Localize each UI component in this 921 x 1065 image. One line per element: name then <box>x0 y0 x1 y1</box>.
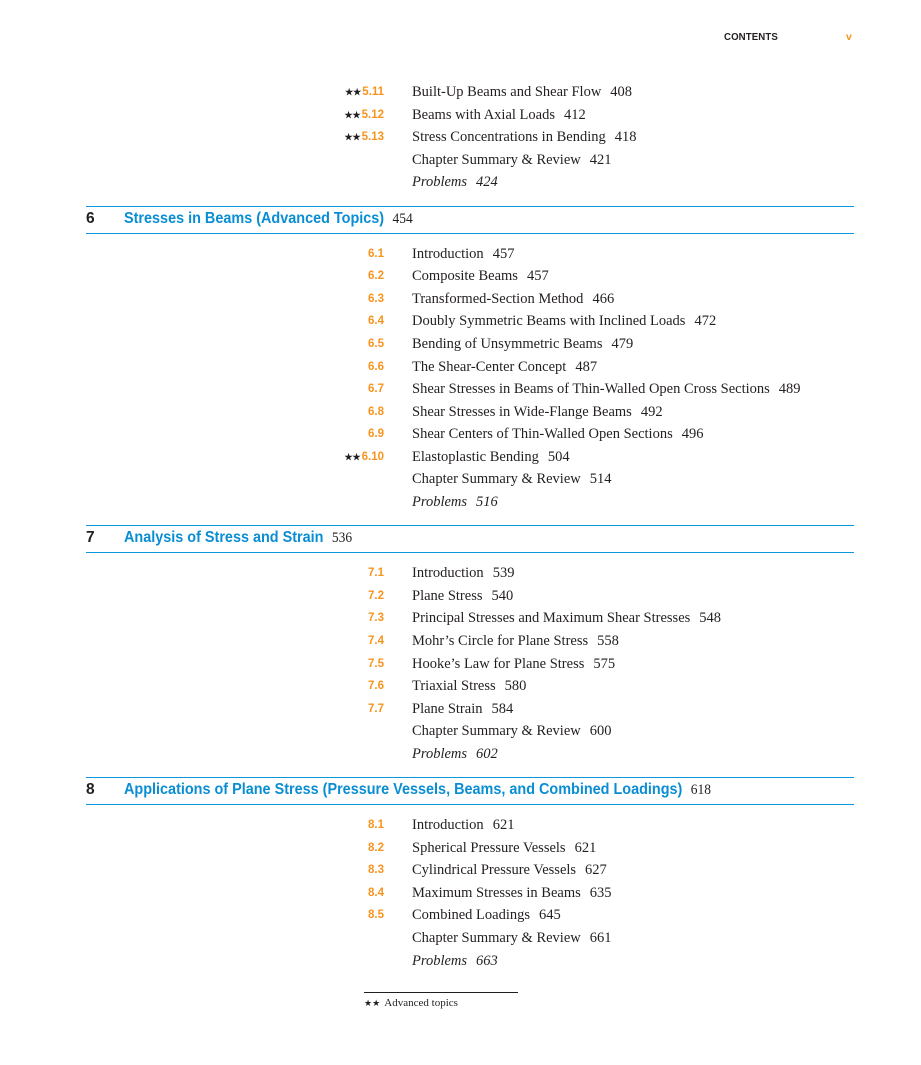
section-number-value: 6.10 <box>361 451 384 463</box>
toc-entry[interactable] <box>0 245 921 265</box>
toc-entry[interactable] <box>0 745 921 765</box>
chapter-title-text: Analysis of Stress and Strain <box>124 529 324 546</box>
entry-title-text: Shear Stresses in Wide-Flange Beams <box>412 404 632 420</box>
section-number-value: 6.7 <box>368 383 384 395</box>
section-number <box>368 590 384 602</box>
section-number <box>368 338 384 350</box>
entry-title <box>412 588 513 605</box>
section-number-value: 7.1 <box>368 567 384 579</box>
entry-title <box>412 953 498 970</box>
entry-title-text: Hooke’s Law for Plane Stress <box>412 656 585 672</box>
entry-title-text: Combined Loadings <box>412 907 531 923</box>
toc-entry[interactable] <box>0 267 921 287</box>
entry-page: 496 <box>681 426 704 442</box>
entry-title-text: Maximum Stresses in Beams <box>412 885 581 901</box>
toc-entry[interactable] <box>0 312 921 332</box>
entry-title-text: Shear Stresses in Beams of Thin-Walled Open Cross Sections <box>412 381 770 397</box>
entry-page: 548 <box>699 610 722 626</box>
entry-title-text: Chapter Summary & Review <box>412 152 581 168</box>
entry-title-text: The Shear-Center Concept <box>412 359 567 375</box>
entry-page: 408 <box>610 84 633 100</box>
toc-entry[interactable] <box>0 128 921 148</box>
section-number <box>368 842 384 854</box>
entry-title <box>412 152 611 169</box>
entry-title <box>412 633 619 650</box>
entry-title <box>412 107 586 124</box>
entry-title <box>412 404 663 421</box>
toc-entry[interactable] <box>0 700 921 720</box>
entry-title <box>412 336 633 353</box>
entry-page: 504 <box>547 449 570 465</box>
chapter-title[interactable] <box>124 210 413 228</box>
entry-title-text: Problems <box>412 953 468 969</box>
entry-page: 661 <box>589 930 612 946</box>
entry-page: 516 <box>476 494 498 510</box>
chapter-title[interactable] <box>124 529 352 547</box>
section-number-value: 7.6 <box>368 680 384 692</box>
entry-title <box>412 268 549 285</box>
section-number <box>368 658 384 670</box>
toc-entry[interactable] <box>0 493 921 513</box>
entry-page: 539 <box>492 565 515 581</box>
entry-page: 479 <box>611 336 634 352</box>
entry-title-text: Transformed-Section Method <box>412 291 584 307</box>
double-star-icon: ★★ <box>344 110 361 120</box>
toc-entry[interactable] <box>0 952 921 972</box>
entry-title-text: Built-Up Beams and Shear Flow <box>412 84 602 100</box>
toc-entry[interactable] <box>0 358 921 378</box>
toc-entry[interactable] <box>0 106 921 126</box>
entry-page: 412 <box>563 107 586 123</box>
entry-page: 580 <box>504 678 527 694</box>
section-number <box>368 293 384 305</box>
section-number-value: 8.5 <box>368 909 384 921</box>
entry-title <box>412 565 514 582</box>
section-number <box>368 428 384 440</box>
chapter-page: 536 <box>331 530 353 546</box>
section-number-value: 6.5 <box>368 338 384 350</box>
section-number-value: 8.1 <box>368 819 384 831</box>
entry-page: 487 <box>575 359 598 375</box>
section-number <box>368 909 384 921</box>
entry-title-text: Problems <box>412 494 468 510</box>
section-number-value: 8.2 <box>368 842 384 854</box>
entry-page: 600 <box>589 723 612 739</box>
toc-entry[interactable] <box>0 884 921 904</box>
toc-entry[interactable] <box>0 722 921 742</box>
entry-page: 514 <box>589 471 612 487</box>
entry-title-text: Problems <box>412 746 468 762</box>
section-number-value: 5.11 <box>362 86 384 98</box>
entry-title-text: Chapter Summary & Review <box>412 723 581 739</box>
toc-entry[interactable] <box>0 906 921 926</box>
entry-title-text: Plane Stress <box>412 588 483 604</box>
toc-entry[interactable] <box>0 470 921 490</box>
section-number <box>344 131 384 143</box>
entry-page: 635 <box>589 885 612 901</box>
footnote-text: Advanced topics <box>384 997 458 1009</box>
entry-title <box>412 817 514 834</box>
entry-title <box>412 494 498 511</box>
entry-title-text: Plane Strain <box>412 701 483 717</box>
toc-entry[interactable] <box>0 83 921 103</box>
entry-title-text: Introduction <box>412 565 484 581</box>
entry-page: 421 <box>589 152 612 168</box>
toc-entry[interactable] <box>0 380 921 400</box>
entry-title-text: Elastoplastic Bending <box>412 449 539 465</box>
section-number-value: 8.4 <box>368 887 384 899</box>
section-number-value: 6.8 <box>368 406 384 418</box>
toc-entry[interactable] <box>0 861 921 881</box>
chapter-number: 8 <box>86 781 95 798</box>
footnote-rule <box>364 992 518 993</box>
entry-title-text: Chapter Summary & Review <box>412 471 581 487</box>
section-number <box>368 248 384 260</box>
double-star-icon: ★★ <box>345 87 362 97</box>
toc-entry[interactable] <box>0 655 921 675</box>
section-number <box>368 635 384 647</box>
entry-title <box>412 656 615 673</box>
entry-title-text: Principal Stresses and Maximum Shear Stresses <box>412 610 691 626</box>
chapter-heading[interactable] <box>86 777 854 805</box>
chapter-heading[interactable] <box>86 525 854 553</box>
section-number-value: 7.4 <box>368 635 384 647</box>
toc-entry[interactable] <box>0 151 921 171</box>
entry-title <box>412 862 607 879</box>
entry-title <box>412 930 611 947</box>
entry-title-text: Introduction <box>412 246 484 262</box>
entry-page: 584 <box>491 701 514 717</box>
entry-title <box>412 246 514 263</box>
entry-title-text: Triaxial Stress <box>412 678 496 694</box>
entry-page: 621 <box>492 817 515 833</box>
entry-title <box>412 610 721 627</box>
entry-title <box>412 746 498 763</box>
toc-entry[interactable] <box>0 564 921 584</box>
toc-entry[interactable] <box>0 839 921 859</box>
chapter-heading[interactable] <box>86 206 854 234</box>
section-number-value: 7.5 <box>368 658 384 670</box>
entry-page: 558 <box>597 633 619 649</box>
toc-entry[interactable] <box>0 609 921 629</box>
entry-title-text: Cylindrical Pressure Vessels <box>412 862 577 878</box>
section-number-value: 6.6 <box>368 361 384 373</box>
entry-title-text: Spherical Pressure Vessels <box>412 840 566 856</box>
entry-title <box>412 84 632 101</box>
section-number <box>368 567 384 579</box>
section-number <box>368 406 384 418</box>
toc-entry[interactable] <box>0 677 921 697</box>
entry-title <box>412 678 526 695</box>
section-number <box>368 703 384 715</box>
entry-page: 492 <box>640 404 663 420</box>
section-number <box>368 612 384 624</box>
entry-page: 621 <box>574 840 597 856</box>
entry-title <box>412 907 561 924</box>
entry-page: 627 <box>585 862 607 878</box>
double-star-icon: ★★ <box>344 452 361 462</box>
double-star-icon: ★★ <box>364 998 381 1008</box>
entry-title-text: Bending of Unsymmetric Beams <box>412 336 603 352</box>
entry-title-text: Chapter Summary & Review <box>412 930 581 946</box>
section-number-value: 5.13 <box>361 131 384 143</box>
chapter-title-text: Stresses in Beams (Advanced Topics) <box>124 210 385 227</box>
entry-page: 575 <box>593 656 616 672</box>
section-number <box>368 819 384 831</box>
toc-entry[interactable] <box>0 816 921 836</box>
chapter-number: 6 <box>86 210 95 227</box>
section-number-value: 5.12 <box>361 109 384 121</box>
section-number <box>344 109 384 121</box>
toc-entry[interactable] <box>0 632 921 652</box>
section-number-value: 8.3 <box>368 864 384 876</box>
entry-title-text: Stress Concentrations in Bending <box>412 129 606 145</box>
entry-title <box>412 313 716 330</box>
entry-page: 457 <box>492 246 515 262</box>
entry-title <box>412 701 513 718</box>
chapter-title[interactable] <box>124 781 711 799</box>
entry-page: 663 <box>476 953 498 969</box>
entry-title-text: Problems <box>412 174 468 190</box>
running-head-title: CONTENTS <box>724 31 778 43</box>
section-number <box>368 315 384 327</box>
section-number <box>368 361 384 373</box>
entry-title <box>412 449 570 466</box>
section-number-value: 7.2 <box>368 590 384 602</box>
section-number <box>368 887 384 899</box>
toc-entry[interactable] <box>0 403 921 423</box>
toc-entry[interactable] <box>0 448 921 468</box>
footnote <box>364 997 458 1009</box>
chapter-page: 454 <box>392 211 413 227</box>
entry-title <box>412 129 636 146</box>
toc-entry[interactable] <box>0 587 921 607</box>
toc-entry[interactable] <box>0 425 921 445</box>
section-number-value: 6.1 <box>368 248 384 260</box>
entry-page: 424 <box>476 174 498 190</box>
chapter-number: 7 <box>86 529 95 546</box>
toc-entry[interactable] <box>0 290 921 310</box>
entry-title-text: Introduction <box>412 817 484 833</box>
entry-title <box>412 471 611 488</box>
section-number-value: 6.2 <box>368 270 384 282</box>
entry-title <box>412 426 703 443</box>
entry-page: 418 <box>614 129 637 145</box>
entry-title <box>412 885 612 902</box>
entry-page: 457 <box>526 268 549 284</box>
entry-page: 466 <box>592 291 615 307</box>
section-number <box>345 86 384 98</box>
entry-title <box>412 840 596 857</box>
section-number <box>368 680 384 692</box>
entry-title <box>412 723 611 740</box>
section-number-value: 6.4 <box>368 315 384 327</box>
entry-title <box>412 359 597 376</box>
entry-page: 645 <box>539 907 561 923</box>
toc-entry[interactable] <box>0 173 921 193</box>
section-number-value: 6.9 <box>368 428 384 440</box>
entry-title-text: Beams with Axial Loads <box>412 107 555 123</box>
entry-page: 472 <box>694 313 717 329</box>
entry-title-text: Doubly Symmetric Beams with Inclined Loads <box>412 313 686 329</box>
chapter-title-text: Applications of Plane Stress (Pressure Vessels, Beams, and Combined Loadings) <box>124 781 683 798</box>
section-number <box>368 383 384 395</box>
page-header <box>0 31 921 45</box>
section-number-value: 7.7 <box>368 703 384 715</box>
section-number <box>368 864 384 876</box>
entry-title-text: Mohr’s Circle for Plane Stress <box>412 633 589 649</box>
toc-entry[interactable] <box>0 929 921 949</box>
chapter-page: 618 <box>690 782 711 798</box>
entry-title-text: Composite Beams <box>412 268 518 284</box>
toc-entry[interactable] <box>0 335 921 355</box>
entry-page: 602 <box>476 746 498 762</box>
entry-page: 540 <box>491 588 514 604</box>
double-star-icon: ★★ <box>344 132 361 142</box>
entry-title <box>412 291 614 308</box>
entry-title-text: Shear Centers of Thin-Walled Open Sections <box>412 426 673 442</box>
section-number-value: 6.3 <box>368 293 384 305</box>
entry-title <box>412 381 801 398</box>
section-number <box>368 270 384 282</box>
entry-title <box>412 174 498 191</box>
entry-page: 489 <box>778 381 801 397</box>
section-number <box>344 451 384 463</box>
page-number: v <box>846 31 852 43</box>
section-number-value: 7.3 <box>368 612 384 624</box>
